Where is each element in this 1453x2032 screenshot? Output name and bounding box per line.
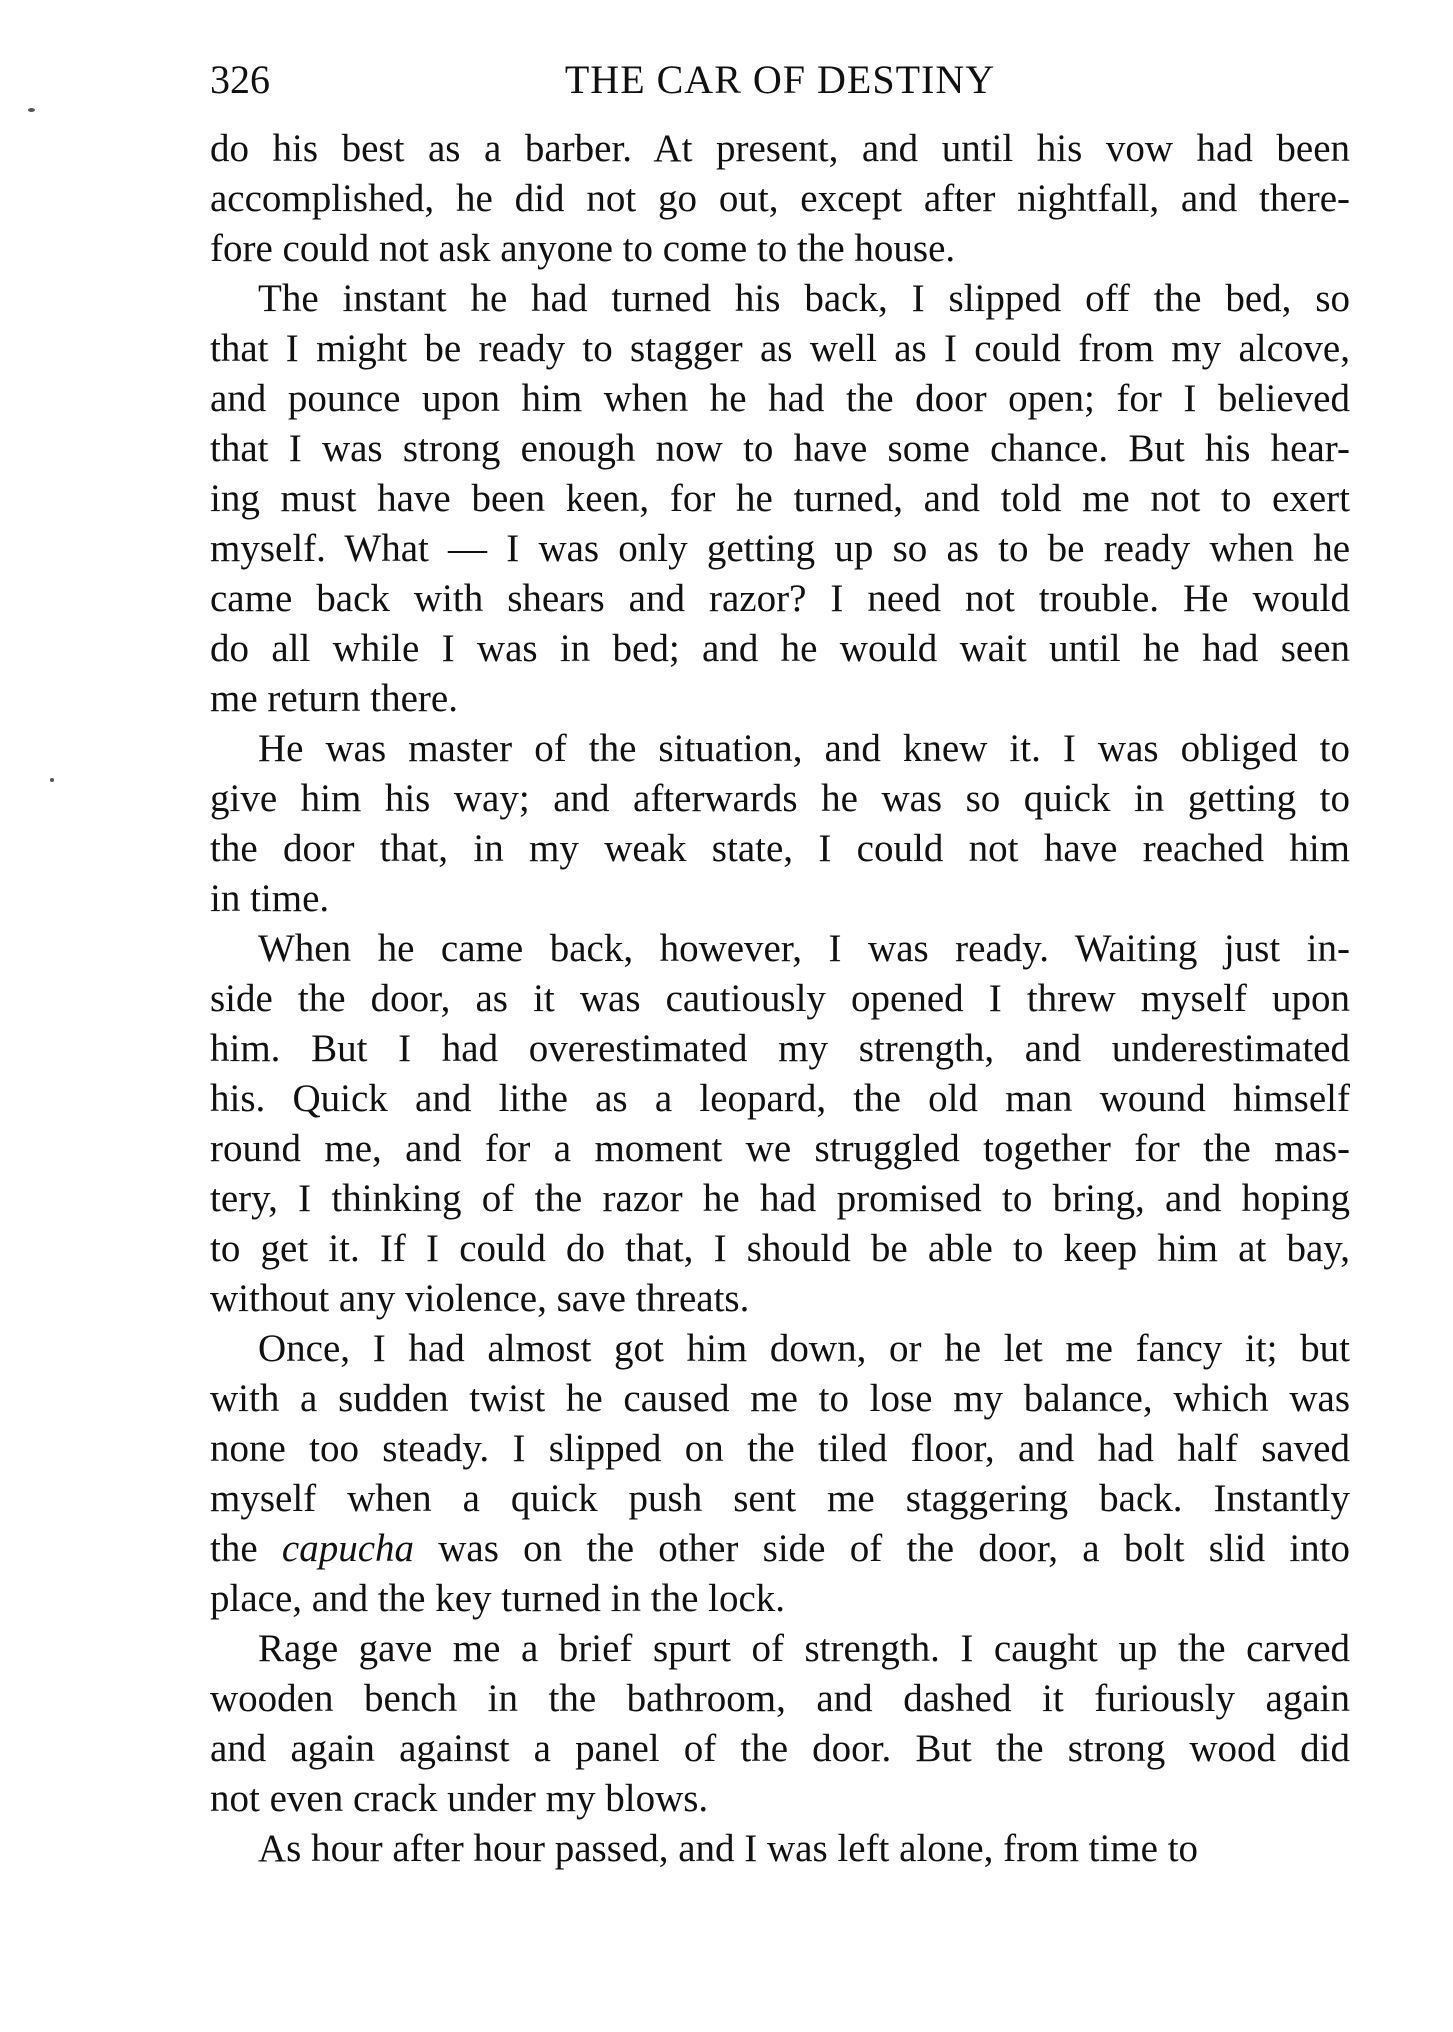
text-line: tery, I thinking of the razor he had promised to bring, and hoping — [210, 1177, 1350, 1220]
body-text — [210, 124, 1350, 1874]
paragraph — [210, 274, 1350, 724]
text-line: do his best as a barber. At present, and until his vow had been — [210, 127, 1350, 170]
text-line: Once, I had almost got him down, or he let me fancy it; but — [258, 1327, 1350, 1370]
text-line: the capucha was on the other side of the door, a bolt slid into — [210, 1527, 1350, 1570]
text-line: not even crack under my blows. — [210, 1777, 709, 1820]
text-line: As hour after hour passed, and I was left alone, from time to — [258, 1827, 1199, 1870]
page-number: 326 — [210, 57, 270, 102]
text-line: fore could not ask anyone to come to the house. — [210, 227, 956, 270]
text-line: his. Quick and lithe as a leopard, the old man wound himself — [210, 1077, 1350, 1120]
text-line: myself when a quick push sent me staggering back. Instantly — [210, 1477, 1350, 1520]
text-line: and pounce upon him when he had the door open; for I believed — [210, 377, 1350, 420]
text-line: without any violence, save threats. — [210, 1277, 750, 1320]
page-header — [210, 50, 1350, 110]
text-line: Rage gave me a brief spurt of strength. I caught up the carved — [258, 1627, 1350, 1670]
text-line: The instant he had turned his back, I slipped off the bed, so — [258, 277, 1350, 320]
italic-word: capucha — [281, 1527, 415, 1570]
text-line: him. But I had overestimated my strength, and underestimated — [210, 1027, 1350, 1070]
text-line: ing must have been keen, for he turned, and told me not to exert — [210, 477, 1350, 520]
text-line: to get it. If I could do that, I should be able to keep him at bay, — [210, 1227, 1350, 1270]
text-line: side the door, as it was cautiously opened I threw myself upon — [210, 977, 1350, 1020]
text-line: none too steady. I slipped on the tiled floor, and had half saved — [210, 1427, 1350, 1470]
paragraph — [210, 1624, 1350, 1824]
text-line: do all while I was in bed; and he would wait until he had seen — [210, 627, 1350, 670]
text-line: place, and the key turned in the lock. — [210, 1577, 786, 1620]
text-line: me return there. — [210, 677, 458, 720]
text-line: the door that, in my weak state, I could not have reached him — [210, 827, 1350, 870]
text-line: that I might be ready to stagger as well as I could from my alcove, — [210, 327, 1350, 370]
paragraph — [210, 124, 1350, 274]
text-line: came back with shears and razor? I need not trouble. He would — [210, 577, 1350, 620]
paragraph — [210, 1824, 1350, 1874]
paragraph — [210, 924, 1350, 1324]
text-line: give him his way; and afterwards he was so quick in getting to — [210, 777, 1350, 820]
text-line: that I was strong enough now to have some chance. But his hear- — [210, 427, 1350, 470]
text-line: When he came back, however, I was ready. Waiting just in- — [258, 927, 1350, 970]
text-line: and again against a panel of the door. But the strong wood did — [210, 1727, 1350, 1770]
text-line: round me, and for a moment we struggled together for the mas- — [210, 1127, 1350, 1170]
paragraph — [210, 1324, 1350, 1624]
text-line: myself. What — I was only getting up so as to be ready when he — [210, 527, 1350, 570]
text-line: accomplished, he did not go out, except after nightfall, and there- — [210, 177, 1350, 220]
text-line: wooden bench in the bathroom, and dashed it furiously again — [210, 1677, 1350, 1720]
scan-speck — [50, 778, 54, 782]
running-title: THE CAR OF DESTINY — [564, 57, 996, 102]
text-line: with a sudden twist he caused me to lose my balance, which was — [210, 1377, 1350, 1420]
text-line: He was master of the situation, and knew it. I was obliged to — [258, 727, 1350, 770]
paragraph — [210, 724, 1350, 924]
text-line: in time. — [210, 877, 330, 920]
scan-speck — [28, 108, 35, 112]
